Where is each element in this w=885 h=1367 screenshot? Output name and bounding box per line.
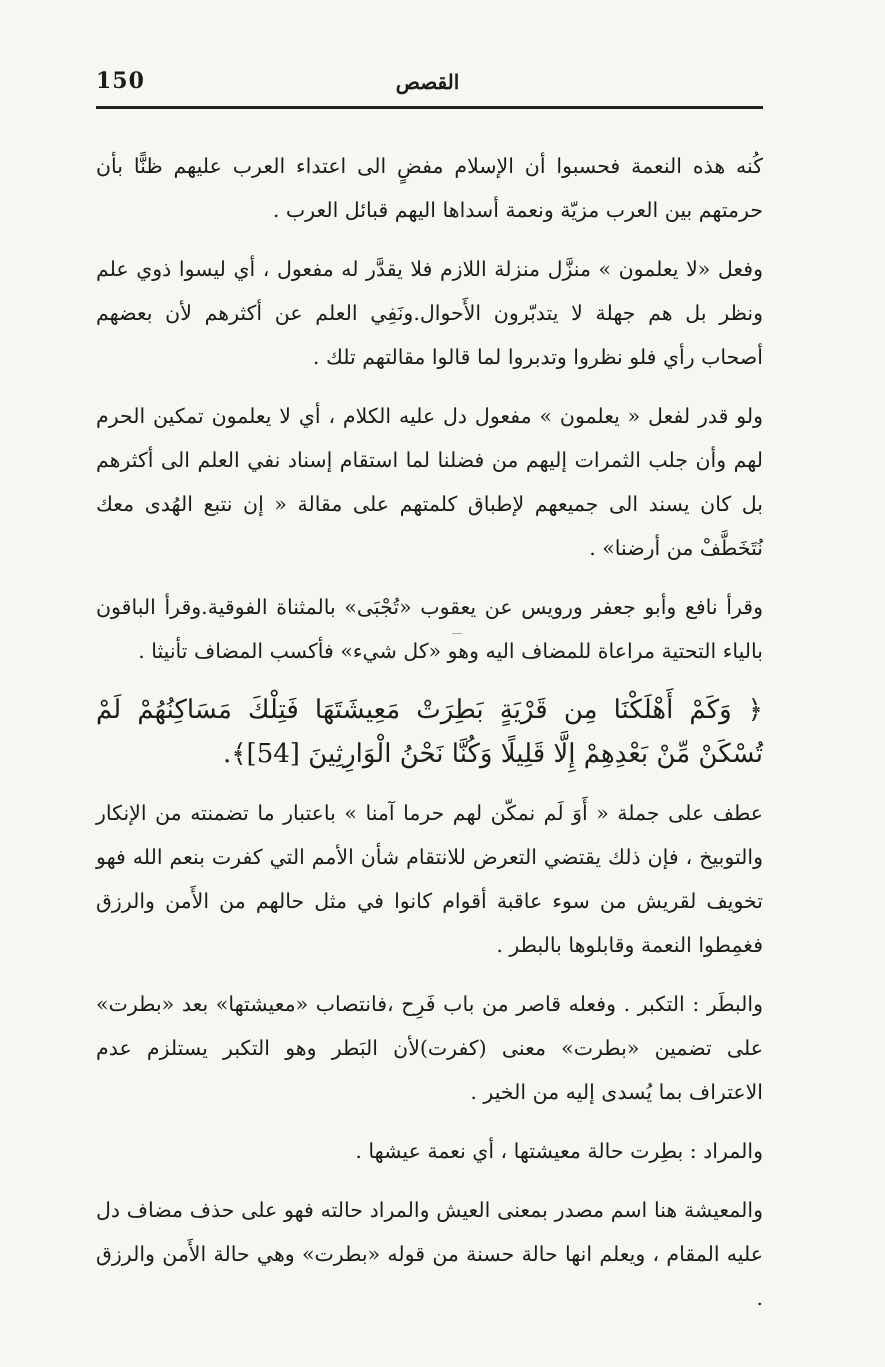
paragraph: والمراد : بطِرت حالة معيشتها ، أي نعمة عيشها . — [355, 1139, 763, 1163]
running-title: القصص — [395, 70, 460, 94]
paragraph: عطف على جملة « أَوَ لَم نمكّن لهم حرما آمنا » باعتبار ما تضمنته من الإنكار والتوبيخ ، فإن ذلك يقتضي التعرض للانتقام شأن الأمم التي كفرت بنعم الله فهو تخويف لقريش من سوء عاقبة أقوام كانوا في مثل حالهم من الأَمن والرزق فغمِطوا النعمة وقابلوها بالبطر . — [96, 801, 763, 957]
paragraph: والبطَر : التكبر . وفعله قاصر من باب فَرِح ،فانتصاب «معيشتها» بعد «بطرت» على تضمين «بطرت» معنى (كفرت)لأن البَطر وهو التكبر يستلزم عدم الاعتراف بما يُسدى إليه من الخير . — [96, 992, 763, 1104]
print-mark — [452, 633, 462, 634]
paragraph: وقرأ نافع وأبو جعفر ورويس عن يعقوب «تُجْبَى» بالمثناة الفوقية.وقرأ الباقون بالياء التحتية مراعاة للمضاف اليه وهو «كل شيء» فأكسب المضاف تأنيثا . — [96, 595, 763, 663]
page-body — [96, 144, 763, 1335]
paragraph: كُنه هذه النعمة فحسبوا أن الإسلام مفضٍ الى اعتداء العرب عليهم ظنًّا بأن حرمتهم بين العرب مزيّة ونعمة أسداها اليهم قبائل العرب . — [96, 154, 763, 222]
paragraph: ولو قدر لفعل « يعلمون » مفعول دل عليه الكلام ، أي لا يعلمون تمكين الحرم لهم وأن جلب الثمرات إليهم من فضلنا لما استقام إسناد نفي العلم الى أكثرهم بل كان يسند الى جميعهم لإطباق كلمتهم على مقالة « إن نتبع الهُدى معك نُتَخَطَّفْ من أرضنا» . — [96, 404, 763, 560]
paragraph: والمعيشة هنا اسم مصدر بمعنى العيش والمراد حالته فهو على حذف مضاف دل عليه المقام ، ويعلم انها حالة حسنة من قوله «بطرت» وهي حالة الأَمن والرزق . — [96, 1198, 763, 1310]
paragraph: وفعل «لا يعلمون » منزَّل منزلة اللازم فلا يقدَّر له مفعول ، أي ليسوا ذوي علم ونظر بل هم جهلة لا يتدبّرون الأَحوال.ونَفِي العلم عن أكثرهم لأن بعضهم أصحاب رأي فلو نظروا وتدبروا لما قالوا مقالتهم تلك . — [96, 257, 763, 369]
quran-verse: ﴿ وَكَمْ أَهْلَكْنَا مِن قَرْيَةٍ بَطِرَتْ مَعِيشَتَهَا فَتِلْكَ مَسَاكِنُهُمْ لَمْ تُسْكَنْ مِّنْ بَعْدِهِمْ إِلَّا قَلِيلًا وَكُنَّا نَحْنُ الْوَارِثِينَ [54]﴾. — [96, 695, 763, 769]
header-rule — [96, 106, 763, 109]
page-header — [96, 68, 759, 102]
page-number: 150 — [96, 68, 145, 94]
